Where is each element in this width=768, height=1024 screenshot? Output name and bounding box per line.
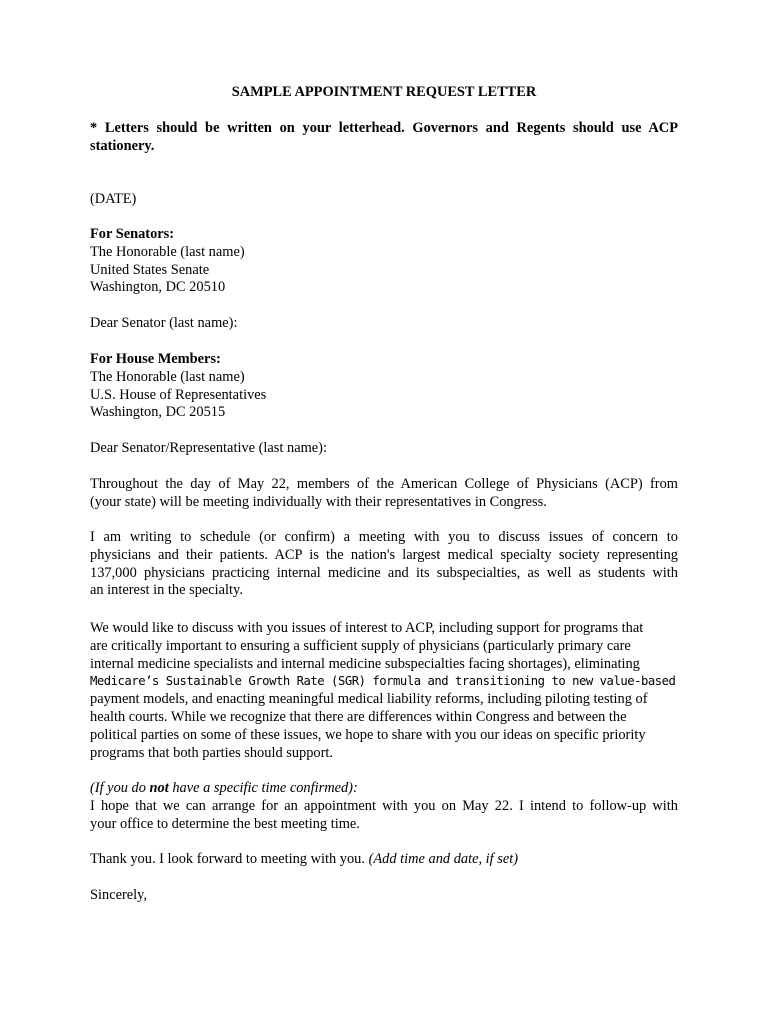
paragraph-line: your office to determine the best meeting time.: [90, 815, 360, 832]
address-line: U.S. House of Representatives: [90, 386, 267, 403]
paragraph-line: are critically important to ensuring a sufficient supply of physicians (particularly primary care: [90, 637, 631, 654]
conditional-suffix: have a specific time confirmed):: [168, 780, 358, 796]
conditional-section: [90, 780, 678, 833]
paragraph-line: Medicare’s Sustainable Growth Rate (SGR) formula and transitioning to new value-based: [90, 674, 676, 689]
paragraph-line: We would like to discuss with you issues of interest to ACP, including support for programs that: [90, 620, 644, 636]
page-title: SAMPLE APPOINTMENT REQUEST LETTER: [231, 84, 537, 100]
paragraph-line: physicians and their patients. ACP is the nation's largest medical specialty society representing: [90, 546, 678, 563]
closing-thanks: [90, 851, 678, 869]
date-placeholder: (DATE): [90, 191, 137, 207]
closing-thanks-note: (Add time and date, if set): [368, 851, 519, 867]
paragraph-line: programs that both parties should support.: [90, 744, 334, 761]
paragraph-line: payment models, and enacting meaningful medical liability reforms, including piloting testing of: [90, 691, 648, 708]
address-line: United States Senate: [90, 261, 210, 278]
letterhead-note: [90, 120, 678, 156]
address-line: The Honorable (last name): [90, 243, 245, 260]
letterhead-note-line: stationery.: [90, 137, 155, 154]
paragraph-line: political parties on some of these issues, we hope to share with you our ideas on specific priority: [90, 726, 646, 743]
paragraph-schedule-request: [90, 529, 678, 600]
paragraph-line: 137,000 physicians practicing internal medicine and its subspecialties, as well as students with: [90, 564, 678, 581]
address-line: The Honorable (last name): [90, 368, 245, 385]
paragraph-line: internal medicine specialists and internal medicine subspecialties facing shortages), eliminating: [90, 655, 640, 672]
paragraph-line: I hope that we can arrange for an appointment with you on May 22. I intend to follow-up with: [90, 797, 678, 814]
paragraph-meeting-day: [90, 476, 678, 512]
paragraph-line: an interest in the specialty.: [90, 582, 243, 599]
paragraph-issues: [90, 620, 678, 762]
senators-address-block: [90, 226, 678, 297]
paragraph-line: Throughout the day of May 22, members of the American College of Physicians (ACP) from: [90, 476, 678, 492]
letterhead-note-line: * Letters should be written on your letterhead. Governors and Regents should use ACP: [90, 120, 678, 136]
house-address-block: [90, 351, 678, 422]
address-line: Washington, DC 20510: [90, 279, 226, 296]
address-line: Washington, DC 20515: [90, 404, 226, 421]
conditional-prefix: (If you do: [90, 780, 150, 796]
senators-heading: For Senators:: [90, 226, 175, 242]
closing-thanks-text: Thank you. I look forward to meeting with you.: [90, 851, 369, 867]
conditional-emphasis: not: [149, 780, 169, 796]
paragraph-line: (your state) will be meeting individually with their representatives in Congress.: [90, 493, 547, 510]
senators-salutation: Dear Senator (last name):: [90, 315, 238, 331]
closing-signoff: Sincerely,: [90, 887, 148, 903]
closing-line: [90, 851, 678, 869]
conditional-heading: [90, 780, 678, 798]
paragraph-line: I am writing to schedule (or confirm) a meeting with you to discuss issues of concern to: [90, 529, 678, 545]
paragraph-line: health courts. While we recognize that there are differences within Congress and between the: [90, 708, 627, 725]
house-heading: For House Members:: [90, 351, 221, 367]
house-salutation: Dear Senator/Representative (last name):: [90, 440, 327, 456]
